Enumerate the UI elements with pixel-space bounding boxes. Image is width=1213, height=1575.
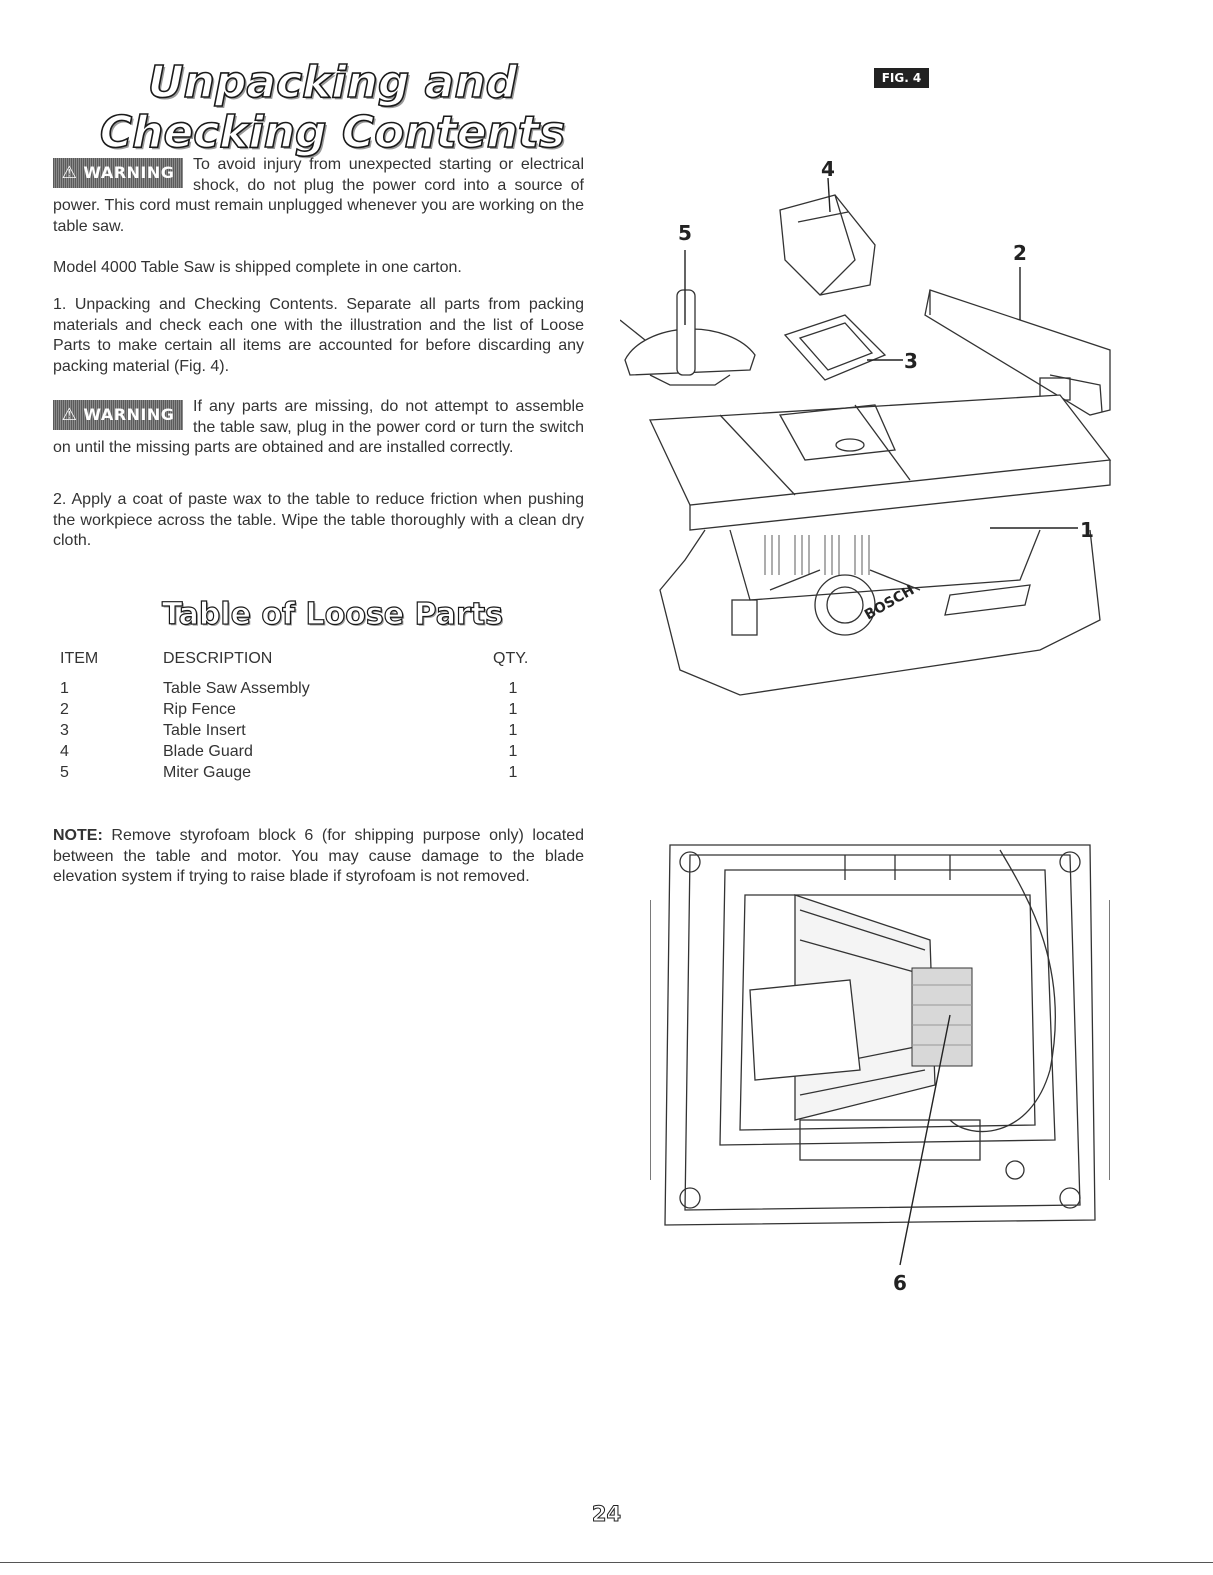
qty-cell: 1 xyxy=(508,701,518,718)
warning-text: To avoid injury from unexpected starting or electrical shock, do not plug the power cord into a source of power. This cord must remain unplugged whenever you are working on the table saw. xyxy=(53,156,584,235)
figure-label: FIG. 4 xyxy=(874,68,929,88)
item-cell: 4 xyxy=(60,743,69,760)
page-number: 24 xyxy=(591,1502,622,1526)
parts-table xyxy=(60,648,580,783)
description-cell: Rip Fence xyxy=(163,701,236,718)
warning-triangle-icon: ⚠ xyxy=(61,405,78,425)
note-paragraph xyxy=(53,826,584,888)
description-cell: Table Insert xyxy=(163,722,246,739)
note-label: NOTE: xyxy=(53,827,103,844)
model-paragraph: Model 4000 Table Saw is shipped complete in one carton. xyxy=(53,259,462,276)
blade-guard-drawing xyxy=(780,195,875,295)
vent-slots-drawing xyxy=(765,535,869,575)
step-1-paragraph: 1. Unpacking and Checking Contents. Separate all parts from packing materials and check each one with the illustration and the list of Loose Parts to make certain all items are accounted for before discarding any packing material (Fig. 4). xyxy=(53,296,584,375)
warning-paragraph-1 xyxy=(53,155,584,237)
description-cell: Miter Gauge xyxy=(163,764,252,781)
column-header: ITEM xyxy=(60,650,99,667)
warning-triangle-icon: ⚠ xyxy=(61,163,78,183)
table-row xyxy=(60,720,580,741)
underside-illustration xyxy=(650,840,1110,1280)
item-cell: 2 xyxy=(60,701,69,718)
table-row xyxy=(60,762,580,783)
parts-table-title: Table of Loose Parts xyxy=(162,597,503,632)
column-header: DESCRIPTION xyxy=(163,650,273,667)
column-header: QTY. xyxy=(493,650,529,667)
note-text: Remove styrofoam block 6 (for shipping purpose only) located between the table and motor. You may cause damage to the blade elevation system if trying to raise blade if styrofoam is not removed. xyxy=(53,827,584,885)
callout-6: 6 xyxy=(893,1271,907,1295)
warning-text: If any parts are missing, do not attempt to assemble the table saw, plug in the power cord or turn the switch on until the missing parts are obtained and are installed correctly. xyxy=(53,398,584,456)
table-row xyxy=(60,741,580,762)
step-2-paragraph: 2. Apply a coat of paste wax to the table to reduce friction when pushing the workpiece across the table. Wipe the table thoroughly with a clean dry cloth. xyxy=(53,491,584,549)
title-line-2: Checking Contents xyxy=(99,107,566,158)
qty-cell: 1 xyxy=(508,680,518,697)
item-cell: 3 xyxy=(60,722,69,739)
qty-cell: 1 xyxy=(508,764,518,781)
warning-badge: ⚠ WARNING xyxy=(53,158,183,188)
callout-5: 5 xyxy=(678,221,692,245)
callout-4: 4 xyxy=(821,157,835,181)
rip-fence-drawing xyxy=(925,290,1110,415)
table-row xyxy=(60,678,580,699)
description-cell: Blade Guard xyxy=(163,743,253,760)
table-saw-body-drawing xyxy=(650,395,1110,695)
warning-badge: ⚠ WARNING xyxy=(53,400,183,430)
styrofoam-block-drawing xyxy=(912,968,972,1066)
qty-cell: 1 xyxy=(508,743,518,760)
callout-2: 2 xyxy=(1013,241,1027,265)
table-row xyxy=(60,699,580,720)
title-line-1: Unpacking and xyxy=(147,57,518,108)
qty-cell: 1 xyxy=(508,722,518,739)
footer-divider xyxy=(0,1562,1213,1563)
description-cell: Table Saw Assembly xyxy=(163,680,310,697)
item-cell: 1 xyxy=(60,680,69,697)
callout-1: 1 xyxy=(1080,518,1094,542)
page-title xyxy=(60,58,605,158)
callout-3: 3 xyxy=(904,349,918,373)
miter-gauge-drawing xyxy=(620,290,755,385)
table-insert-drawing xyxy=(785,315,885,380)
warning-paragraph-2 xyxy=(53,397,584,459)
parts-table-header xyxy=(60,648,580,669)
item-cell: 5 xyxy=(60,764,69,781)
table-saw-parts-illustration xyxy=(620,150,1160,720)
brand-logo: BOSCH xyxy=(862,582,918,624)
